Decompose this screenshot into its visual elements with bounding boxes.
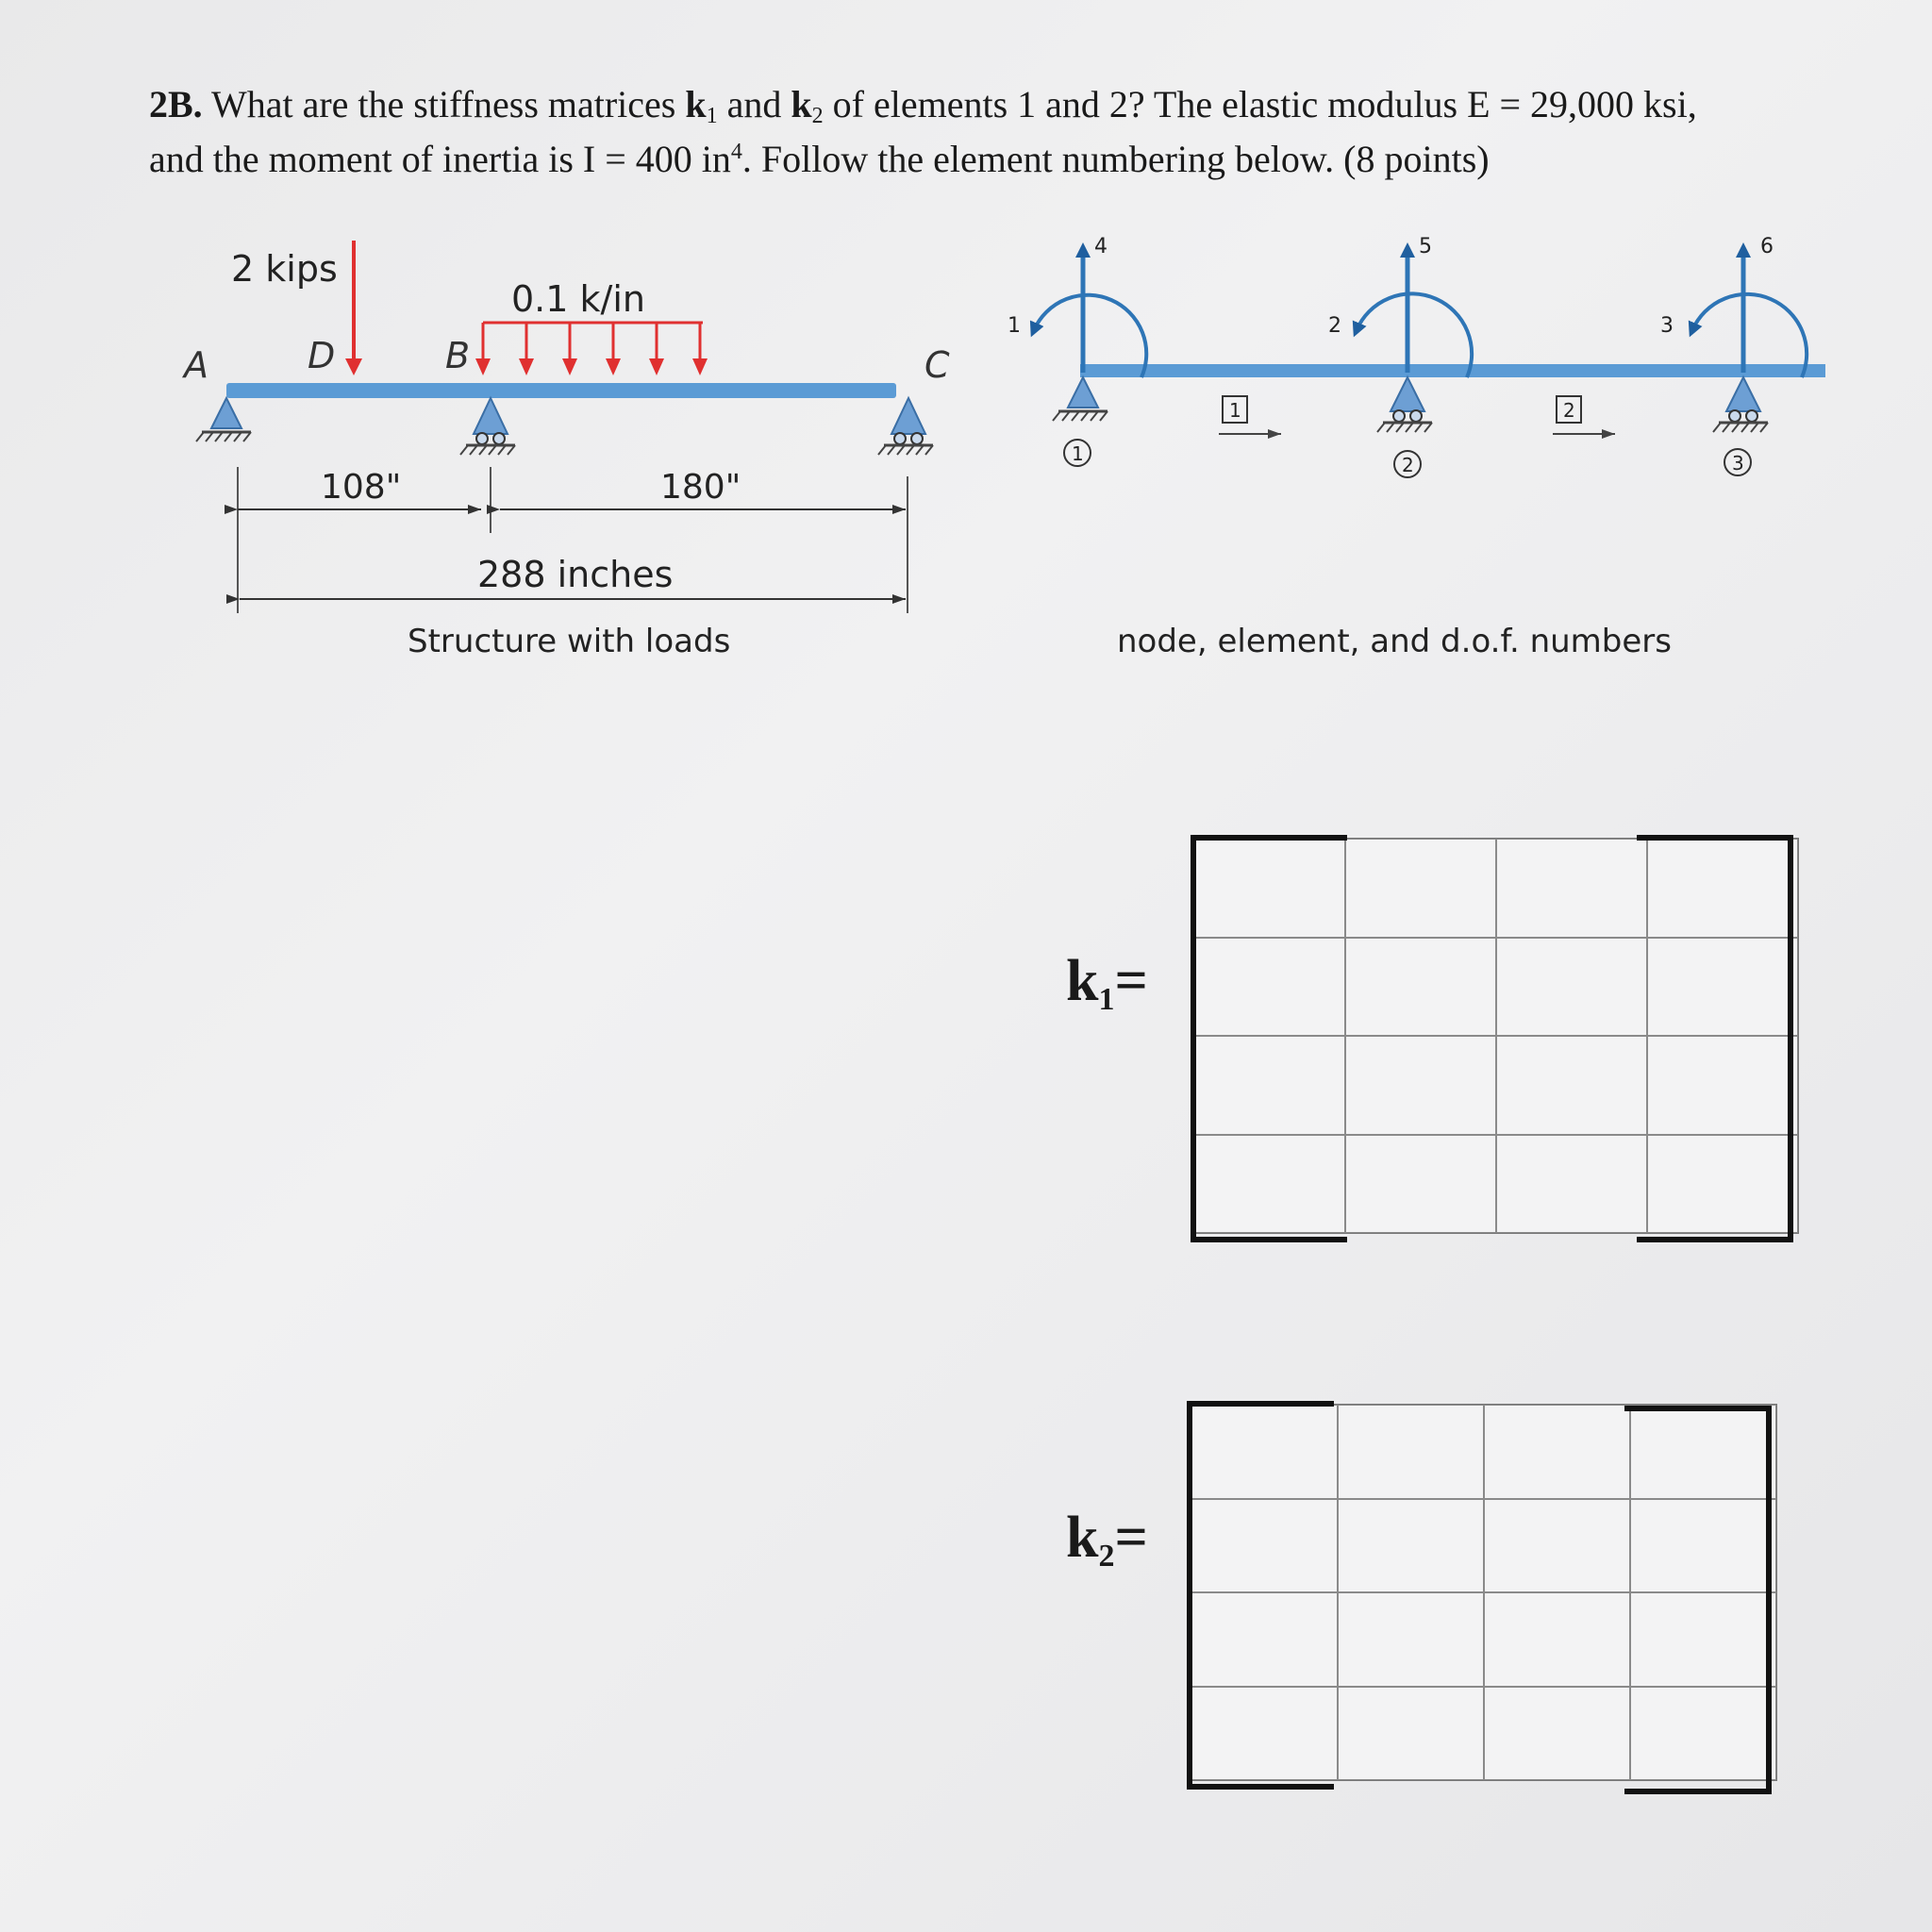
k1-right-bracket [1637,835,1793,1242]
dim-total-label: 288 inches [477,554,674,595]
k2-cell[interactable] [1338,1687,1484,1781]
dof-6: 6 [1760,235,1774,258]
dof-5: 5 [1419,235,1432,258]
point-load-label: 2 kips [231,248,338,290]
node-2: 2 [1402,454,1414,476]
numbering-caption: node, element, and d.o.f. numbers [1117,623,1672,660]
k2-cell[interactable] [1338,1405,1484,1499]
roller-support-node-3 [1713,377,1768,432]
k2-label: $k_2=$ [1066,1506,1148,1574]
k2-cell[interactable] [1484,1499,1630,1593]
k1-label: $k_1=$ [1066,949,1148,1017]
k1-cell[interactable] [1496,839,1647,938]
distributed-load [475,323,708,375]
dim-bc-label: 180" [660,468,741,507]
node-3: 3 [1732,452,1744,475]
k2-left-bracket [1187,1401,1334,1790]
question-number: 2B. [149,83,203,125]
distributed-load-label: 0.1 k/in [511,278,645,320]
pin-support-node-1 [1053,377,1108,421]
label-a: A [184,344,208,386]
k1-cell[interactable] [1345,938,1496,1037]
k1-cell[interactable] [1496,1135,1647,1234]
dof-1: 1 [1008,314,1021,338]
structure-caption: Structure with loads [408,623,731,660]
element-2: 2 [1563,399,1575,422]
k2-cell[interactable] [1338,1592,1484,1687]
k2-cell[interactable] [1338,1499,1484,1593]
numbering-diagram [1000,226,1906,509]
k2-cell[interactable] [1484,1592,1630,1687]
question-text: 2B. What are the stiffness matrices $k_1$ and $k_2$ of elements 1 and 2? The elastic modulus E = 29,000 ksi, and the moment of inertia is I = 400 $in^4$. Follow the element numbering below. (8 points) [149,83,1697,180]
roller-support-node-2 [1377,377,1432,432]
beam [226,383,896,398]
label-c: C [924,344,950,386]
k1-cell[interactable] [1345,839,1496,938]
k2-right-bracket [1624,1406,1772,1794]
dof-2: 2 [1328,314,1341,338]
dof-3: 3 [1660,314,1674,338]
k1-left-bracket [1191,835,1347,1242]
dof-4: 4 [1094,235,1108,258]
k2-cell[interactable] [1484,1405,1630,1499]
label-b: B [445,335,471,376]
k2-cell[interactable] [1484,1687,1630,1781]
k1-cell[interactable] [1496,1036,1647,1135]
roller-support-b [460,398,515,455]
structure-diagram [179,236,972,641]
k1-cell[interactable] [1496,938,1647,1037]
node-1: 1 [1072,442,1084,465]
element-1: 1 [1229,399,1241,422]
pin-support-a [196,398,251,441]
dim-ab-label: 108" [321,468,402,507]
numbering-beam [1080,364,1825,377]
k1-cell[interactable] [1345,1135,1496,1234]
label-d: D [308,335,336,376]
roller-support-c [878,398,933,455]
k1-cell[interactable] [1345,1036,1496,1135]
